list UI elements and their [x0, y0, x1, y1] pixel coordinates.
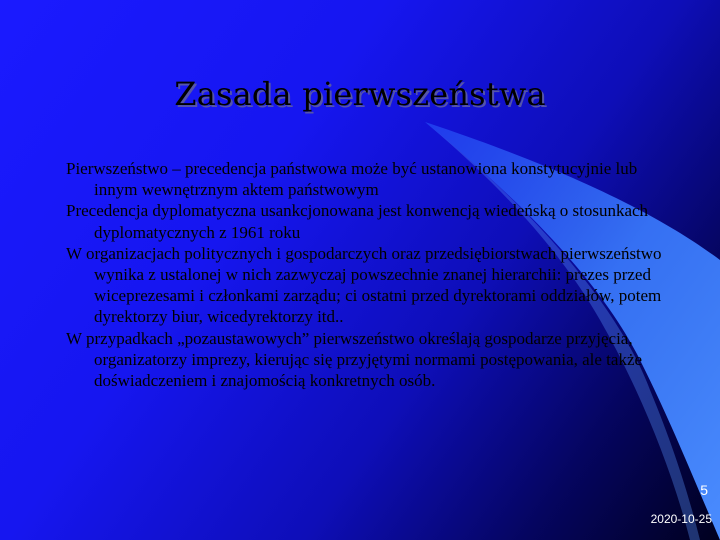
bullet-item: Pierwszeństwo – precedencja państwowa może być ustanowiona konstytucyjnie lub innym wewnętrznym aktem państwowym [66, 159, 638, 200]
slide-title: Zasada pierwszeństwa [174, 75, 546, 113]
bullet-item: Precedencja dyplomatyczna usankcjonowana jest konwencją wiedeńską o stosunkach dyplomatycznych z 1961 roku [66, 201, 649, 242]
slide-date: 2020-10-25 [650, 512, 712, 526]
bullet-item: W organizacjach politycznych i gospodarczych oraz przedsiębiorstwach pierwszeństwo wynika z ustalonej w nich zazwyczaj powszechnie znanej hierarchii: prezes przed wiceprezesami i członkami zarządu; ci ostatni przed dyrektorami oddziałów, potem dyrektorzy biur, wicedyrektorzy itd.. [66, 243, 662, 327]
page-number: 5 [700, 482, 708, 498]
bullet-list [66, 158, 666, 391]
bullet-item: W przypadkach „pozaustawowych” pierwszeństwo określają gospodarze przyjęcia, organizatorzy imprezy, kierując się przyjętymi normami postępowania, ale także doświadczeniem i znajomością konkretnych osób. [66, 328, 643, 391]
